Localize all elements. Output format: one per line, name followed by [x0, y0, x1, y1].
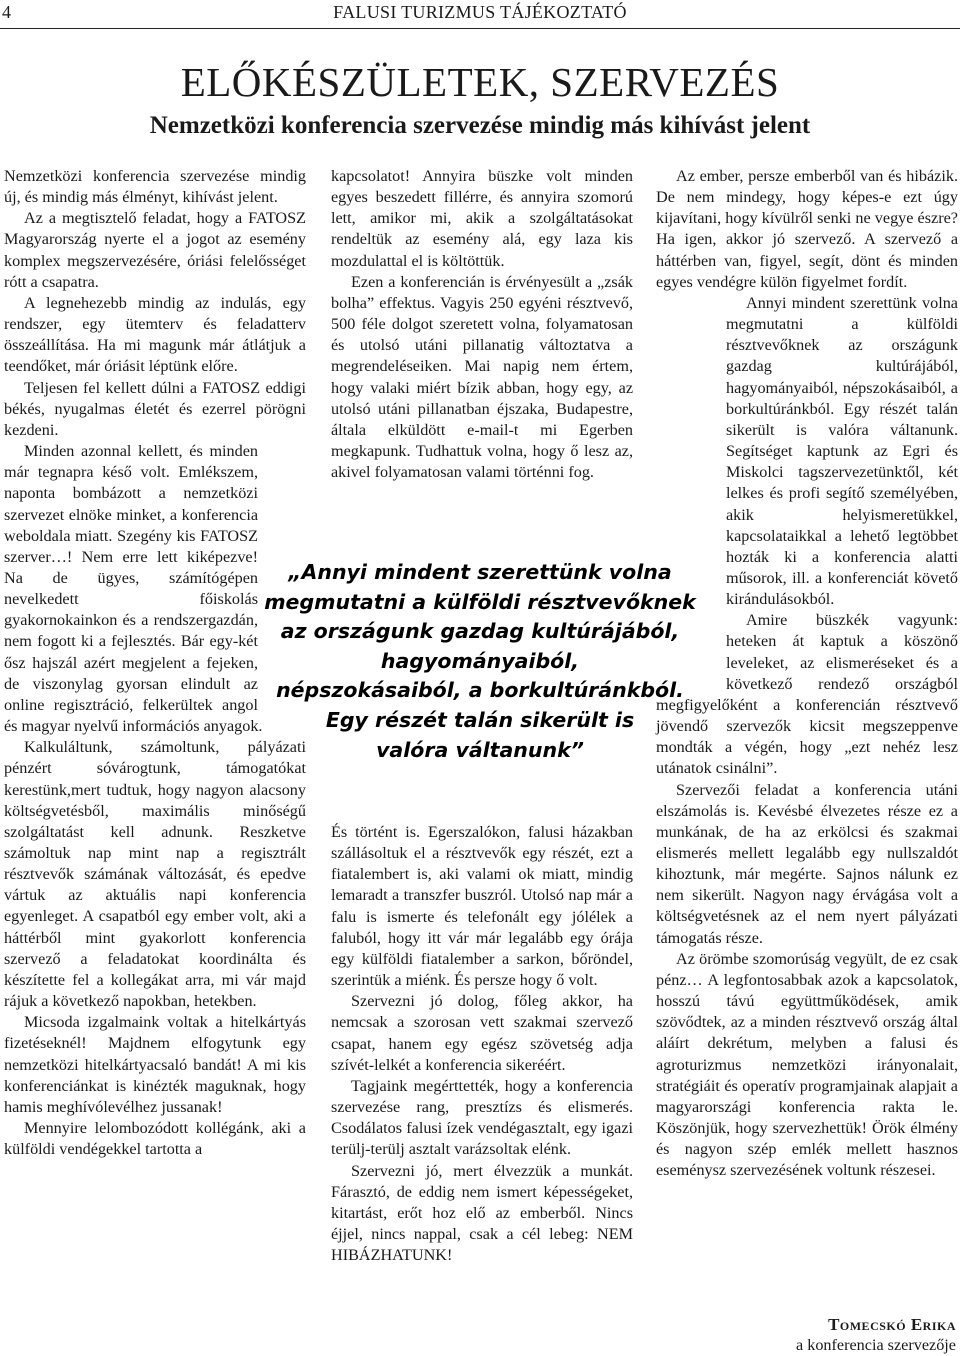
column-2-upper — [331, 166, 633, 483]
paragraph: Nemzetközi konferencia szervezése mindig új, és mindig más élményt, kihívást jelent. — [4, 167, 306, 207]
pull-quote — [250, 558, 710, 765]
page-header — [0, 0, 960, 29]
paragraph: Tagjaink megérttették, hogy a konferencia szervezése rang, presztízs és elismerés. Csodálatos falusi ízek vendégasztalt, egy igazi terülj-terülj asztalt varázsoltak elénk. — [331, 1076, 633, 1159]
paragraph: kapcsolatot! Annyira büszke volt minden egyes beszedett fillérre, és annyira szomorú lett, amikor mi, akik a szolgáltatásokat rendeltük az esemény alá, egy laza kis mozdulattal el is költöttük. — [331, 167, 633, 270]
pull-quote-line: az országunk gazdag kultúrájából, — [280, 619, 680, 644]
paragraph: Micsoda izgalmaink voltak a hitelkártyás fizetéseknél! Majdnem elfogytunk egy nemzetközi hitelkártyacsaló bandát! A mi kis konferenciánkat is kinézték maguknak, hogy hamis meghívólevélhez jussanak! — [4, 1013, 306, 1116]
page-number: 4 — [2, 2, 11, 22]
pull-quote-line: Egy részét talán sikerült is — [325, 707, 635, 732]
paragraph: Szervezni jó dolog, főleg akkor, ha nemcsak a szorosan vett szakmai szervező csapat, hanem egy egész szövetség adja szívét-lelkét a konferencia sikeréért. — [331, 992, 633, 1074]
pull-quote-line: megmutatni a külföldi résztvevőknek — [264, 589, 696, 614]
paragraph: Kalkuláltunk, számoltunk, pályázati pénzért sóvárogtunk, támogatókat kerestünk,mert tudtuk, hogy nagyon alacsony költségvetésből, maximális minőségű szolgáltatást kell adnunk. Reszketve számoltuk nap mint nap a regisztrált résztvevők számának változását, és epedve vártuk az aktuális napi konferencia egyenleget. A csapatból egy ember volt, aki a háttérből mint gyakorlott konferencia szervező a feladatokat koordinálta és készítette fel a kollegákat arra, mi vár majd rájuk a következő napokban, hetekben. — [4, 738, 306, 1011]
column-2-lower — [331, 822, 633, 1266]
author-name: Tomecskó Erika — [828, 1315, 956, 1334]
pull-quote-line: „Annyi mindent szerettünk volna — [288, 560, 672, 584]
paragraph: Teljesen fel kellett dúlni a FATOSZ eddigi békés, nyugalmas életét és ezerrel pörögni kezdeni. — [4, 378, 306, 439]
paragraph: Annyi mindent szerettünk volna megmutatni a külföldi résztvevőknek az országunk gazdag kultúrájából, hagyományaiból, népszokásaiból, a borkultúránkból. Egy részét talán sikerült is valóra váltanunk. Segítséget kaptunk az Egri és Miskolci tagszervezetünktől, két lelkes és profi segítő személyében, akik helyismeretükkel, kapcsolataikkal a lehető legtöbbet hozták ki a konferencia alatti műsorok, ill. a konferenciát követő kirándulásokból. — [726, 293, 958, 609]
article-subtitle: Nemzetközi konferencia szervezése mindig más kihívást jelent — [149, 112, 811, 139]
running-head: FALUSI TURIZMUS TÁJÉKOZTATÓ — [333, 2, 627, 22]
paragraph: És történt is. Egerszalókon, falusi házakban szállásoltuk el a résztvevők egy részét, ezt a fiatalembert is, aki valami ok miatt, mindig lemaradt a transzfer buszról. Utolsó nap már a falu is ismerte és telefonált egy jólélek a faluból, hogy itt vár már legalább egy órája egy külföldi fiatalember a sarkon, bőröndel, szerintük a miénk. És persze hogy ő volt. — [331, 823, 633, 990]
paragraph: Amire büszkék vagyunk: heteken át kaptuk a köszönő leveleket, az elismeréseket és a következő rendező országból megfigyelőként a konferencián résztvevő jövendő szervezők kicsit megszeppenve mondták a végén, hogy „ezt nehéz lesz utánatok csinálni”. — [656, 611, 958, 778]
paragraph: Az ember, persze emberből van és hibázik. De nem mindegy, hogy képes-e ezt úgy kijavítani, hogy kívülről senki ne vegye észre? Ha igen, akkor jó szervező. A szervező a háttérben van, figyel, segít, dönt és minden egyes vendégre külön figyelmet fordít. — [656, 167, 958, 291]
pull-quote-line: valóra váltanunk” — [376, 737, 584, 762]
author-role: a konferencia szervezője — [796, 1336, 956, 1354]
author-signature — [796, 1314, 956, 1356]
paragraph: Az örömbe szomorúság vegyült, de ez csak pénz… A legfontosabbak azok a kapcsolatok, hosszú távú együttműködések, amik szövődtek, az a minden résztvevő ország által aláírt dekrétum, melyben a falusi és agroturizmus nemzetközi irányonalait, stratégiáit és operatív programjainak alapjait a magyarországi konferencia rakta le. Köszönjük, hogy szervezhettük! Örök élmény és nagyon szép emlék mellett hasznos eseménysz szervezésének voltunk részesei. — [656, 949, 958, 1180]
pull-quote-line: népszokásaiból, a borkultúránkból. — [276, 678, 684, 703]
paragraph: Az a megtisztelő feladat, hogy a FATOSZ Magyarország nyerte el a jogot az esemény komplex megszervezésére, óriási felelősséget rótt a csapatra. — [4, 209, 306, 291]
paragraph: Szervezői feladat a konferencia utáni elszámolás is. Kevésbé élvezetes része ez a munkának, de ha az erkölcsi és szakmai elismerés mellett legalább egy nullszaldót kihoztunk, már megérte. Sajnos nálunk ez nem sikerült. Nagyon nagy érvágása volt a költségvetésnek az el nem nyert pályázati támogatás része. — [656, 780, 958, 947]
article-title: ELŐKÉSZÜLETEK, SZERVEZÉS — [180, 59, 780, 105]
paragraph: Minden azonnal kellett, és minden már tegnapra késő volt. Emlékszem, naponta bombázott a nemzetközi szervezet elnöke minket, a konferencia weboldala miatt. Szegény kis FATOSZ szerver…! Nem erre lett kiképezve! Na de ügyes, számítógépen nevelkedett főiskolás gyakornokainkon és a rendszergazdán, nem fogott ki a fejlesztés. Bár egy-két ősz hajszál azért megjelent a fejeken, de viszonylag gyorsan elindult az online regisztráció, felkerültek angol és magyar nyelvű információs anyagok. — [4, 442, 263, 736]
paragraph: Mennyire lelombozódott kollégánk, aki a külföldi vendégekkel tartotta a — [4, 1119, 306, 1159]
paragraph: A legnehezebb mindig az indulás, egy rendszer, egy ütemterv és feladatterv összeállítása. Ha mi magunk már átlátjuk a teendőket, már óriásit léptünk előre. — [4, 293, 306, 376]
pull-quote-line: hagyományaiból, — [380, 648, 580, 673]
paragraph: Ezen a konferencián is érvényesült a „zsák bolha” effektus. Vagyis 250 egyéni résztvevő, 500 féle dolgot szeretett volna, folyamatosan és utolsó utáni pillanatig változtatva a megrendeléseiken. Mai napig nem értem, hogy valaki miért bízik abban, hogy egy, az utolsó utáni pillanatban éjszaka, Budapestre, általa elküldött e-mail-t mi Egerben megkapunk. Tudhattuk volna, hogy ő lesz az, akivel folyamatosan valami történni fog. — [331, 272, 633, 482]
paragraph: Szervezni jó, mert élvezzük a munkát. Fárasztó, de eddig nem ismert képességeket, kitartást, erőt hoz elő az emberből. Nincs éjjel, nincs nappal, csak a cél lebeg: NEM HIBÁZHATUNK! — [331, 1161, 633, 1265]
